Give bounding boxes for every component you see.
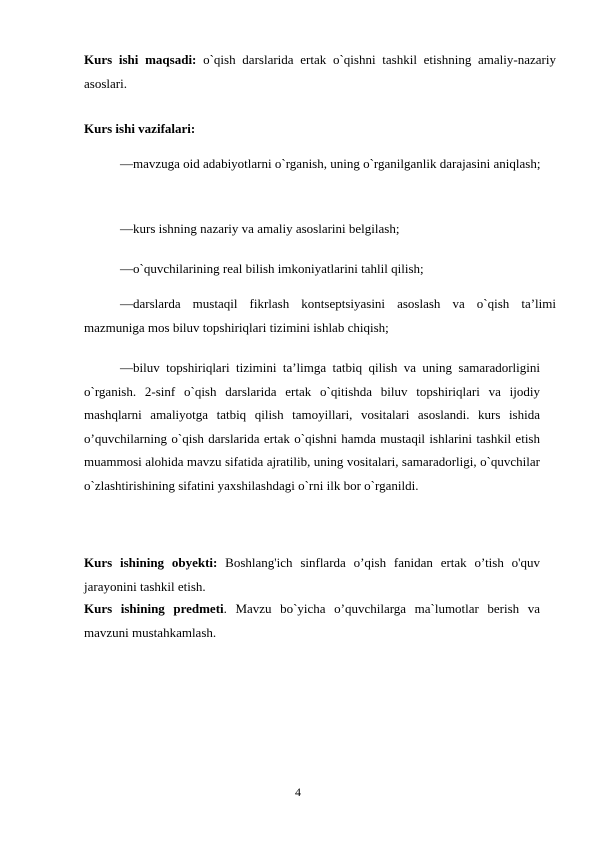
goal-label: Kurs ishi maqsadi: xyxy=(84,52,197,67)
task-item-2: —kurs ishning nazariy va amaliy asoslarini belgilash; xyxy=(120,221,400,236)
tasks-heading xyxy=(84,117,556,141)
task-item-5: —biluv topshiriqlari tizimini ta’limga tatbiq qilish va uning samaradorligini o`rganish. 2-sinf o`qish darslarida ertak o`qitishda biluv topshiriqlari va ijodiy mashqlarni amaliyotga tatbiq qilish tamoyillari, vositalari asoslandi. kurs ishida o’quvchilarning o`qish darslarida ertak o`qishni hamda mustaqil ishlarini tashkil etish muammosi alohida mavzu sifatida ajratilib, uning vositalari, samaradorligi, o`quvchilar o`zlashtirishining sifatini yaxshilashdagi o`rni ilk bor o`rganildi. xyxy=(84,360,540,493)
goal-paragraph xyxy=(84,48,556,95)
goal-text: o`qish darslarida ertak o`qishni tashkil etishning amaliy-nazariy asoslari. xyxy=(84,52,556,91)
page-number: 4 xyxy=(295,785,301,799)
subject-paragraph xyxy=(84,597,540,644)
object-text: Boshlang'ich sinflarda o’qish fanidan ertak o’tish o'quv jarayonini tashkil etish. xyxy=(84,555,540,594)
object-label: Kurs ishining obyekti: xyxy=(84,555,218,570)
tasks-heading-text: Kurs ishi vazifalari: xyxy=(84,121,196,136)
task-item-4: —darslarda mustaqil fikrlash kontseptsiyasini asoslash va o`qish ta’limi mazmuniga mos biluv topshiriqlari tizimini ishlab chiqish; xyxy=(84,296,556,335)
object-paragraph xyxy=(84,551,540,598)
subject-label: Kurs ishining predmeti xyxy=(84,601,224,616)
task-item-3: —o`quvchilarining real bilish imkoniyatlarini tahlil qilish; xyxy=(120,261,424,276)
task-item-1: —mavzuga oid adabiyotlarni o`rganish, uning o`rganilganlik darajasini aniqlash; xyxy=(120,156,541,171)
subject-text: . Mavzu bo`yicha o’quvchilarga ma`lumotlar berish va mavzuni mustahkamlash. xyxy=(84,601,540,640)
